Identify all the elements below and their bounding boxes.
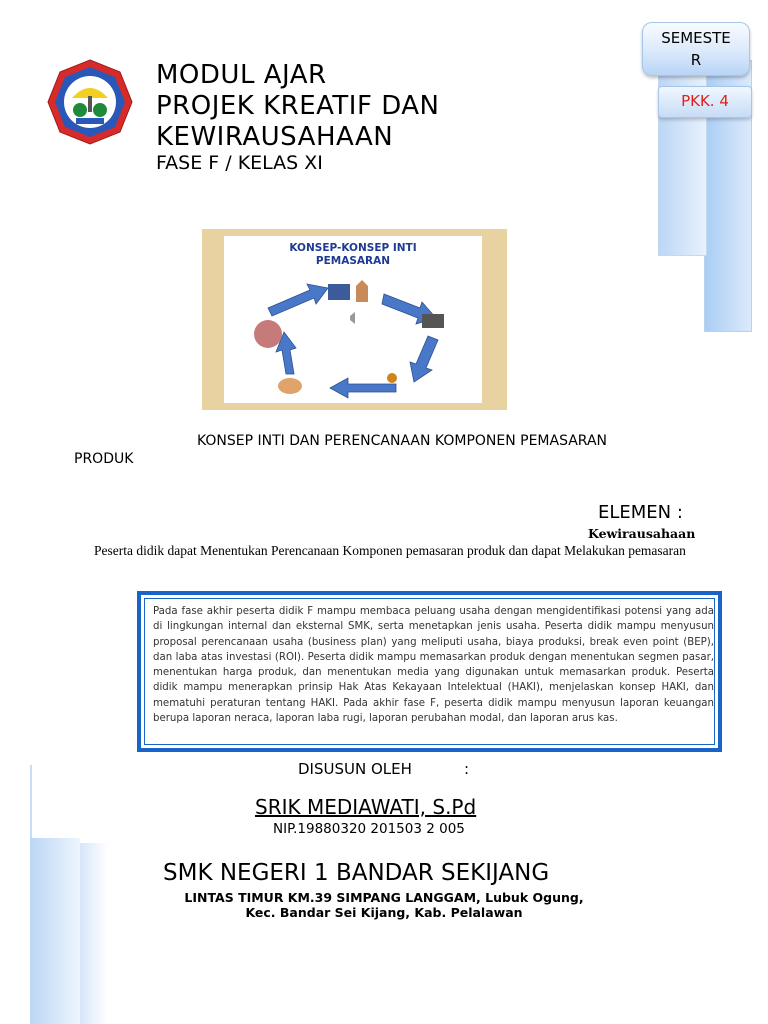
marketing-concept-diagram [202, 229, 507, 410]
diagram-title-line-2: PEMASARAN [315, 255, 391, 267]
arrow-exchange-icon [330, 378, 396, 398]
capaian-frame-inner [144, 598, 715, 745]
disusun-oleh-colon: : [464, 760, 470, 778]
elemen-description: Peserta didik dapat Menentukan Perencanaan Komponen pemasaran produk dan dapat Melakukan pemasaran [94, 543, 686, 558]
subtitle-line-1: KONSEP INTI DAN PERENCANAAN KOMPONEN PEMASARAN [197, 433, 608, 449]
car-icon [328, 284, 350, 300]
elemen-label: ELEMEN : [598, 502, 683, 523]
diagram-graphics [224, 236, 482, 403]
semester-box [642, 22, 750, 76]
arrow-value-icon [410, 336, 438, 382]
capaian-frame [137, 591, 722, 752]
people-crowd-icon [254, 320, 282, 348]
school-name: SMK NEGERI 1 BANDAR SEKIJANG [163, 860, 550, 886]
school-address [0, 890, 768, 920]
house-icon [356, 280, 368, 302]
arrow-needs-icon [268, 284, 328, 316]
handshake-icon [278, 378, 302, 394]
module-code-box [658, 86, 752, 118]
ribbon-icon [387, 373, 397, 383]
decor-bar-left [30, 838, 80, 1024]
school-emblem-icon [46, 58, 134, 146]
diagram-title-line-1: KONSEP-KONSEP INTI [289, 242, 417, 254]
fase-kelas: FASE F / KELAS XI [156, 152, 323, 174]
title-line-1: MODUL AJAR [156, 60, 327, 90]
address-line-2: Kec. Bandar Sei Kijang, Kab. Pelalawan [245, 905, 523, 920]
subtitle-line-2: PRODUK [74, 451, 134, 467]
disusun-oleh-label: DISUSUN OLEH [298, 760, 412, 778]
capaian-text: Pada fase akhir peserta didik F mampu membaca peluang usaha dengan mengidentifikasi potensi yang ada di lingkungan internal dan eksternal SMK, serta menetapkan jenis usaha. Peserta didik mampu menyusun proposal perencanaan usaha (business plan) yang meliputi usaha, biaya produksi, break even point (BEP), dan laba atas investasi (ROI). Peserta didik mampu memasarkan produk dengan menentukan segmen pasar, menentukan harga produk, dan menentukan media yang digunakan untuk memasarkan produk. Peserta didik mampu menerapkan prinsip Hak Atas Kekayaan Intelektual (HAKI), menjelaskan konsep HAKI, dan mematuhi peraturan tentang HAKI. Pada akhir fase F, peserta didik mampu menyusun laporan keuangan berupa laporan neraca, laporan laba rugi, laporan perubahan modal, dan laporan arus kas. [153, 606, 714, 725]
elemen-value: Kewirausahaan [588, 526, 696, 541]
semester-label: SEMESTE R [661, 29, 731, 69]
speaker-icon [350, 312, 355, 324]
title-line-3: KEWIRAUSAHAAN [156, 122, 394, 152]
furniture-icon [422, 314, 444, 328]
module-code: PKK. 4 [681, 92, 729, 110]
author-nip: NIP.19880320 201503 2 005 [273, 821, 465, 837]
address-line-1: LINTAS TIMUR KM.39 SIMPANG LANGGAM, Lubuk Ogung, [184, 890, 584, 905]
module-title [156, 60, 440, 153]
decor-bar-left-fade [80, 843, 108, 1024]
diagram-canvas [224, 236, 482, 403]
title-line-2: PROJEK KREATIF DAN [156, 91, 440, 121]
author-name: SRIK MEDIAWATI, S.Pd [255, 795, 477, 819]
